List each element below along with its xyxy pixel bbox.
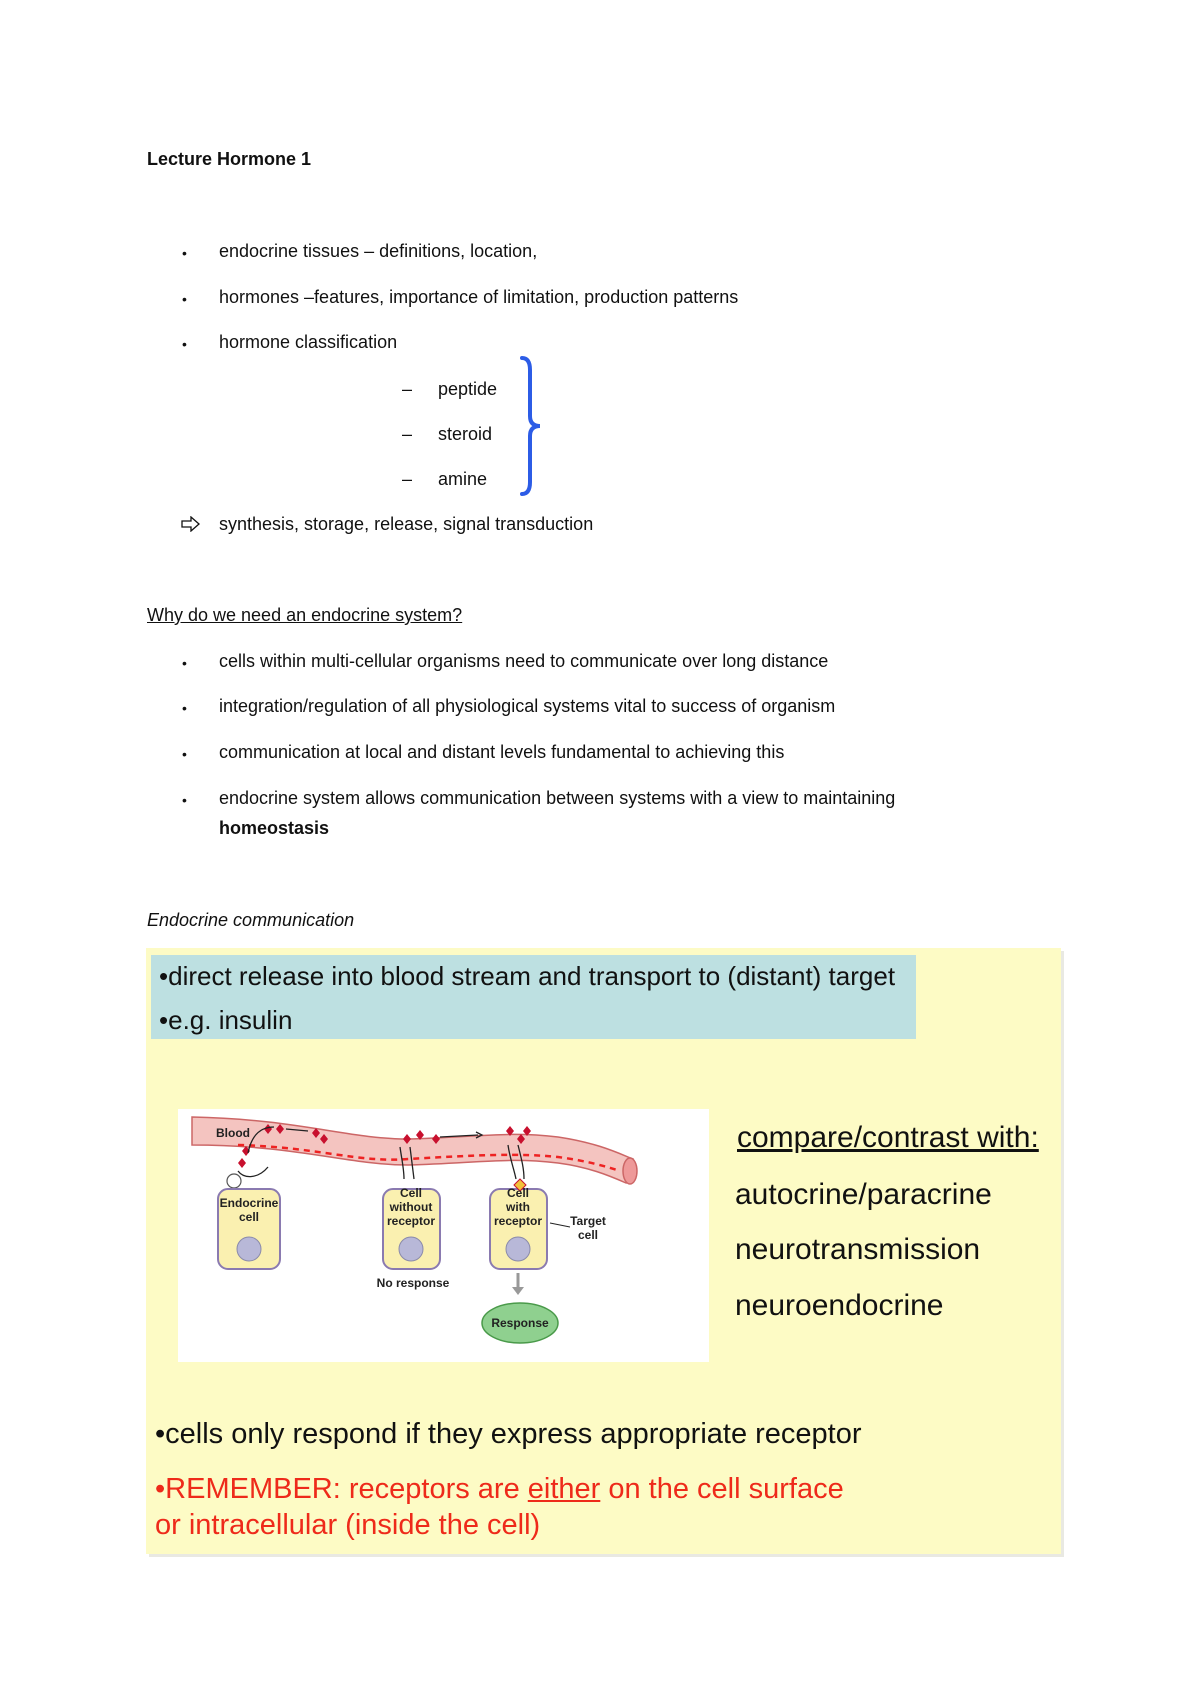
nucleus-icon (237, 1237, 261, 1261)
either-word: either (527, 1473, 601, 1505)
cell-with-label: Cell (506, 1186, 530, 1200)
bullet-marker: • (182, 655, 187, 671)
diagram-svg (178, 1109, 709, 1362)
sub-item: steroid (438, 424, 493, 444)
example-line: •e.g. insulin (159, 1005, 293, 1035)
compare-heading: compare/contrast with: (737, 1121, 1039, 1154)
list-item: cells within multi-cellular organisms need to communicate over long distance (219, 651, 829, 671)
remember-line (155, 1473, 844, 1506)
arrow-item: synthesis, storage, release, signal transduction (219, 514, 594, 534)
endocrine-diagram (178, 1109, 709, 1362)
bold-term: homeostasis (219, 818, 330, 838)
page-title: Lecture Hormone 1 (147, 149, 312, 169)
curly-brace-icon (510, 354, 550, 498)
target-cell-label: Target (570, 1214, 606, 1228)
remember-text: •REMEMBER: receptors are (155, 1473, 528, 1505)
endocrine-cell-label: Endocrine (219, 1196, 279, 1210)
no-response-label: No response (376, 1276, 450, 1290)
list-item: hormones –features, importance of limitation, production patterns (219, 287, 739, 307)
bullet-marker: • (182, 291, 187, 307)
blood-label: Blood (216, 1126, 250, 1140)
list-item: endocrine system allows communication between systems with a view to maintaining (219, 788, 896, 808)
section-heading: Why do we need an endocrine system? (147, 605, 463, 625)
list-item: hormone classification (219, 332, 398, 352)
bullet-marker: • (182, 336, 187, 352)
list-item: integration/regulation of all physiological systems vital to success of organism (219, 696, 836, 716)
nucleus-icon (506, 1237, 530, 1261)
remember-line-2: or intracellular (inside the cell) (155, 1509, 541, 1541)
remember-text: on the cell surface (600, 1473, 844, 1505)
list-item: communication at local and distant levels fundamental to achieving this (219, 742, 785, 762)
compare-item: autocrine/paracrine (735, 1178, 992, 1211)
section-heading-italic: Endocrine communication (147, 910, 355, 930)
cell-without-label: receptor (386, 1214, 436, 1228)
nucleus-icon (399, 1237, 423, 1261)
bullet-marker: • (182, 245, 187, 261)
endocrine-cell-label: cell (238, 1210, 260, 1224)
blood-vessel (192, 1117, 633, 1183)
dash-marker: – (402, 379, 413, 399)
dash-marker: – (402, 424, 413, 444)
sub-item: amine (438, 469, 488, 489)
bullet-marker: • (182, 700, 187, 716)
bullet-marker: • (182, 746, 187, 762)
cell-with-label: receptor (493, 1214, 543, 1228)
receptor-line: •cells only respond if they express appropriate receptor (155, 1418, 862, 1450)
cell-without-label: Cell (399, 1186, 423, 1200)
bullet-marker: • (182, 792, 187, 808)
target-cell-label: cell (577, 1228, 599, 1242)
response-label: Response (491, 1316, 549, 1330)
cell-with-label: with (506, 1200, 530, 1214)
sub-item: peptide (438, 379, 498, 399)
list-item: endocrine tissues – definitions, location, (219, 241, 538, 261)
arrow-right-icon (181, 516, 201, 532)
compare-item: neurotransmission (735, 1233, 981, 1266)
compare-item: neuroendocrine (735, 1289, 944, 1322)
definition-box (151, 955, 916, 1039)
vessel-end (623, 1158, 637, 1184)
slide-figure (146, 948, 1061, 1554)
cell-without-label: without (389, 1200, 433, 1214)
dash-marker: – (402, 469, 413, 489)
definition-line: •direct release into blood stream and transport to (distant) target (159, 961, 896, 991)
